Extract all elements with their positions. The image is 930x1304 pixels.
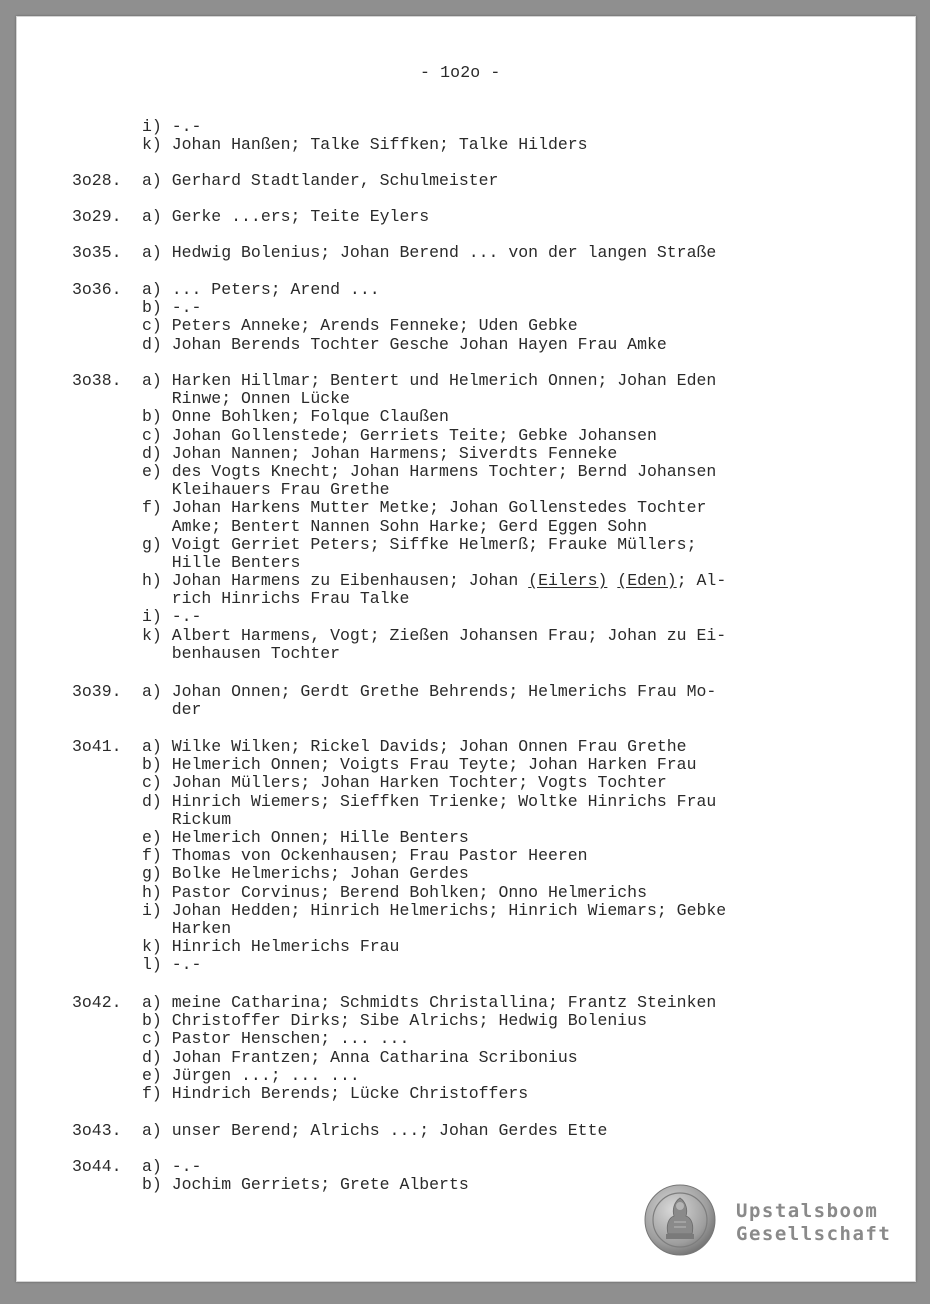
society-seal-icon (644, 1184, 716, 1256)
entry-number: 3o41. (72, 737, 122, 756)
entry-line: Amke; Bentert Nannen Sohn Harke; Gerd Eggen Sohn (142, 516, 647, 536)
entry-line: c) Johan Müllers; Johan Harken Tochter; Vogts Tochter (142, 773, 667, 793)
entry-line: a) Gerke ...ers; Teite Eylers (142, 207, 430, 226)
entry-line: h) Johan Harmens zu Eibenhausen; Johan (Eilers) (Eden); Al- (142, 571, 727, 591)
entry-line: Kleihauers Frau Grethe (142, 480, 390, 500)
entry-line: i) -.- (142, 607, 202, 627)
entry-line: c) Peters Anneke; Arends Fenneke; Uden Gebke (142, 316, 578, 336)
entry-line: a) Gerhard Stadtlander, Schulmeister (142, 171, 499, 190)
entry-line: f) Thomas von Ockenhausen; Frau Pastor Heeren (142, 846, 588, 866)
entry-line: a) Harken Hillmar; Bentert und Helmerich Onnen; Johan Eden (142, 371, 717, 390)
entry-line: f) Johan Harkens Mutter Metke; Johan Gollenstedes Tochter (142, 498, 707, 518)
entry-line: c) Pastor Henschen; ... ... (142, 1029, 410, 1049)
entry-line: rich Hinrichs Frau Talke (142, 589, 410, 609)
entry-line: a) Wilke Wilken; Rickel Davids; Johan Onnen Frau Grethe (142, 737, 687, 756)
entry-line: b) Onne Bohlken; Folque Claußen (142, 407, 449, 427)
entry-line: Rickum (142, 809, 232, 829)
entry-line: e) Helmerich Onnen; Hille Benters (142, 827, 469, 847)
entry-line: k) Hinrich Helmerichs Frau (142, 937, 400, 957)
entry-line: b) Helmerich Onnen; Voigts Frau Teyte; Johan Harken Frau (142, 755, 697, 775)
entry-number: 3o29. (72, 207, 122, 226)
society-name-line2: Gesellschaft (736, 1223, 892, 1245)
entry-line: e) Jürgen ...; ... ... (142, 1065, 360, 1085)
entry-line: h) Pastor Corvinus; Berend Bohlken; Onno Helmerichs (142, 882, 647, 902)
society-name-line1: Upstalsboom (736, 1200, 879, 1222)
entry-line: c) Johan Gollenstede; Gerriets Teite; Gebke Johansen (142, 425, 657, 445)
entry-lines (142, 738, 726, 974)
entry-line: l) -.- (142, 955, 202, 975)
entry-number: 3o42. (72, 993, 122, 1012)
entry-line: benhausen Tochter (142, 643, 341, 663)
entry-line: k) Johan Hanßen; Talke Siffken; Talke Hilders (142, 135, 588, 155)
entry-line: a) unser Berend; Alrichs ...; Johan Gerdes Ette (142, 1121, 608, 1140)
entry-number: 3o39. (72, 682, 122, 701)
entry-line: d) Johan Berends Tochter Gesche Johan Hayen Frau Amke (142, 334, 667, 354)
entry-lines (142, 994, 716, 1103)
entry-lines (142, 118, 588, 154)
entry-lines (142, 1158, 469, 1194)
entry-line: g) Bolke Helmerichs; Johan Gerdes (142, 864, 469, 884)
entry-line: b) -.- (142, 298, 202, 318)
entry-line: Harken (142, 918, 232, 938)
underlined-name: (Eden) (617, 571, 677, 591)
entry-lines (142, 172, 498, 190)
entry-lines (142, 244, 716, 262)
entry-line: der (142, 700, 202, 720)
entry-number: 3o36. (72, 280, 122, 299)
entry-number: 3o43. (72, 1121, 122, 1140)
entry-lines (142, 372, 726, 663)
entry-line: d) Johan Nannen; Johan Harmens; Siverdts Fenneke (142, 443, 618, 463)
entry-line: i) Johan Hedden; Hinrich Helmerichs; Hinrich Wiemars; Gebke (142, 900, 727, 920)
entry-line: k) Albert Harmens, Vogt; Zießen Johansen Frau; Johan zu Ei- (142, 625, 727, 645)
page-number: - 1o2o - (420, 63, 501, 82)
entry-line: d) Johan Frantzen; Anna Catharina Scribonius (142, 1047, 578, 1067)
entry-number: 3o28. (72, 171, 122, 190)
entry-line: a) -.- (142, 1157, 202, 1176)
entry-line: i) -.- (142, 117, 202, 136)
entry-lines (142, 1122, 607, 1140)
entry-number: 3o35. (72, 243, 122, 262)
entry-line: a) Hedwig Bolenius; Johan Berend ... von der langen Straße (142, 243, 717, 262)
entry-lines (142, 208, 429, 226)
entry-line: a) meine Catharina; Schmidts Christallina; Frantz Steinken (142, 993, 717, 1012)
entry-number: 3o44. (72, 1157, 122, 1176)
entry-number: 3o38. (72, 371, 122, 390)
entry-lines (142, 281, 667, 354)
entry-line: b) Christoffer Dirks; Sibe Alrichs; Hedwig Bolenius (142, 1011, 647, 1031)
entry-line: Rinwe; Onnen Lücke (142, 389, 350, 409)
entry-line: e) des Vogts Knecht; Johan Harmens Tochter; Bernd Johansen (142, 461, 717, 481)
entry-line: a) Johan Onnen; Gerdt Grethe Behrends; Helmerichs Frau Mo- (142, 682, 717, 701)
entry-line: a) ... Peters; Arend ... (142, 280, 380, 299)
entry-line: d) Hinrich Wiemers; Sieffken Trienke; Woltke Hinrichs Frau (142, 791, 717, 811)
entry-line: f) Hindrich Berends; Lücke Christoffers (142, 1083, 529, 1103)
society-name (736, 1200, 891, 1246)
entry-lines (142, 683, 716, 719)
entry-line: b) Jochim Gerriets; Grete Alberts (142, 1175, 469, 1195)
entry-line: g) Voigt Gerriet Peters; Siffke Helmerß; Frauke Müllers; (142, 534, 697, 554)
entry-line: Hille Benters (142, 552, 301, 572)
underlined-name: (Eilers) (528, 571, 608, 591)
